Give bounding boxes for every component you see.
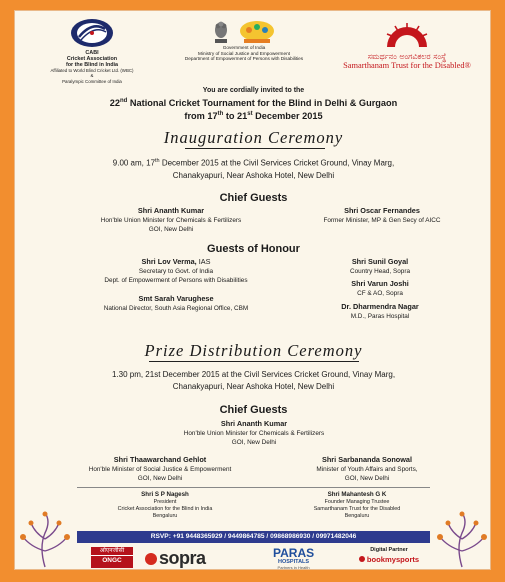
paras-hospitals-logo: PARAS HOSPITALS Partners in Health: [273, 546, 315, 570]
rsvp-bar: RSVP: +91 9448365929 / 9449864785 / 09868986930 / 09971482046: [77, 531, 430, 543]
goi-line-1: Government of India: [222, 45, 266, 50]
cabi-logo: [47, 17, 137, 84]
prize-chief-guests-heading: Chief Guests: [219, 404, 288, 416]
honour-guest-2: Smt Sarah Varughese National Director, South Asia Regional Office, CBM: [103, 294, 249, 312]
prize-chief-guest-1: Shri Ananth Kumar Hon'ble Union Minister for Chemicals & Fertilizers GOI, New Delhi: [183, 419, 325, 446]
chief-guest-1: Shri Ananth Kumar Hon'ble Union Minister for Chemicals & Fertilizers GOI, New Delhi: [100, 206, 242, 233]
bookmysports-logo: Digital Partner bookmysports: [349, 546, 429, 565]
cabi-name-2: for the Blind in India: [65, 62, 119, 68]
goi-logo: [170, 19, 318, 62]
tournament-dates: from 17th to 21st December 2015: [184, 111, 323, 122]
prize-chief-guest-3: Shri Sarbananda Sonowal Minister of Youth Affairs and Sports, GOI, New Delhi: [316, 455, 418, 482]
prize-venue: 1.30 pm, 21st December 2015 at the Civil Services Cricket Ground, Vinay Marg, Chanakyapuri, Near Ashoka Hotel, New Delhi: [111, 370, 396, 391]
cricket-ball-icon: [69, 17, 115, 49]
header-logos: [15, 11, 492, 89]
inauguration-heading: Inauguration Ceremony: [163, 128, 344, 147]
cabi-affil-3: Paralympic Committee of India: [62, 78, 122, 84]
samarthanam-kannada: ಸಮರ್ಥನಂ ಅಂಗವಿಕಲರ ಸಂಸ್ಥೆ: [367, 52, 447, 61]
chief-guest-2: Shri Oscar Fernandes Former Minister, MP & Gen Secy of AICC: [323, 206, 441, 224]
cabi-name-1: Cricket Association: [66, 56, 118, 62]
department-logo-icon: [238, 19, 276, 45]
sunrise-icon: [384, 23, 430, 47]
cabi-short: CABI: [85, 50, 99, 56]
sopra-mark-icon: [145, 553, 157, 565]
invitation-card: [14, 10, 491, 570]
signature-divider: [77, 487, 430, 488]
prize-underline: [149, 361, 359, 362]
inauguration-underline: [185, 148, 325, 149]
sopra-logo: sopra: [145, 548, 206, 569]
samarthanam-english: Samarthanam Trust for the Disabled®: [343, 61, 471, 70]
honour-guest-3: Shri Sunil Goyal Country Head, Sopra: [349, 257, 411, 275]
floral-ornament-left-icon: [17, 511, 73, 569]
signatory-2: Shri Mahantesh G K Founder Managing Trustee Samarthanam Trust for the Disabled Bengaluru: [313, 491, 401, 519]
bookmysports-mark-icon: [359, 556, 365, 562]
goi-line-3: Department of Empowerment of Persons with Disabilities: [184, 56, 304, 62]
prize-distribution-heading: Prize Distribution Ceremony: [144, 341, 363, 360]
signatory-1: Shri S P Nagesh President Cricket Association for the Blind in India Bengaluru: [117, 491, 213, 519]
honour-guest-1: Shri Lov Verma, IAS Secretary to Govt. of India Dept. of Empowerment of Persons with Disabilities: [104, 257, 248, 284]
honour-guest-4: Shri Varun Joshi CF & AO, Sopra: [351, 279, 409, 297]
guests-of-honour-heading: Guests of Honour: [207, 243, 300, 255]
goi-line-2: Ministry of Social Justice and Empowerment: [198, 50, 290, 56]
chief-guests-heading: Chief Guests: [219, 192, 288, 204]
floral-ornament-right-icon: [434, 511, 490, 569]
cabi-affil-1: Affiliated to World Blind Cricket Ltd. (WBC): [50, 68, 134, 73]
intro-line: You are cordially invited to the: [202, 87, 305, 94]
inauguration-venue: 9.00 am, 17th December 2015 at the Civil Services Cricket Ground, Vinay Marg, Chanakyapuri, Near Ashoka Hotel, New Delhi: [112, 158, 395, 180]
ongc-logo: ओएनजीसी ONGC: [91, 547, 133, 568]
samarthanam-logo: [333, 23, 481, 71]
honour-guest-5: Dr. Dharmendra Nagar M.D., Paras Hospital: [341, 302, 419, 320]
sponsor-strip: [77, 545, 430, 569]
prize-chief-guest-2: Shri Thaawarchand Gehlot Hon'ble Minister of Social Justice & Empowerment GOI, New Delhi: [88, 455, 232, 482]
tournament-title: 22nd National Cricket Tournament for the Blind in Delhi & Gurgaon: [109, 98, 398, 109]
cabi-affil-2: &: [90, 73, 94, 79]
national-emblem-icon: [212, 19, 230, 45]
